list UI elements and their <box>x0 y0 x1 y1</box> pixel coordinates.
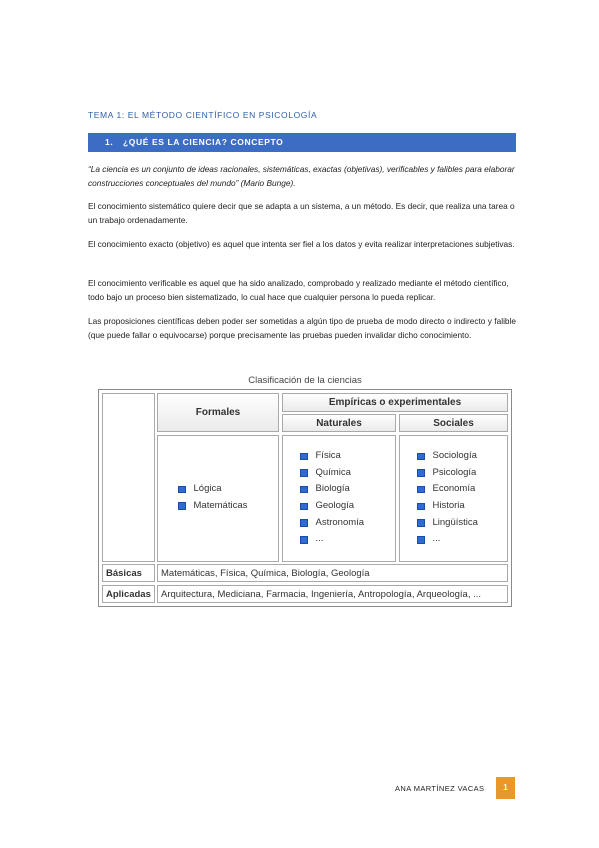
list-item-label: Lógica <box>193 483 222 494</box>
bullet-icon <box>300 469 308 477</box>
aplicadas-label: Aplicadas <box>102 585 155 603</box>
list-item <box>300 465 364 482</box>
list-item-label: Biología <box>315 483 350 495</box>
bullet-icon <box>417 536 425 544</box>
bullet-icon <box>300 536 308 544</box>
sociales-box <box>399 435 508 562</box>
list-item-label: Geología <box>315 500 355 512</box>
section-number: 1. <box>105 137 114 147</box>
formales-list <box>178 481 247 514</box>
list-item <box>300 498 364 515</box>
bullet-icon <box>300 519 308 527</box>
aplicadas-text: Arquitectura, Mediciana, Farmacia, Ingeniería, Antropología, Arqueología, ... <box>157 585 508 603</box>
page-number-badge: 1 <box>496 777 515 799</box>
list-item <box>178 481 247 498</box>
bullet-icon <box>300 503 308 511</box>
empiricas-header-label: Empíricas o experimentales <box>328 397 462 408</box>
list-item <box>417 531 478 548</box>
bullet-icon <box>417 503 425 511</box>
naturales-list <box>300 448 364 548</box>
sociales-header-label: Sociales <box>433 417 474 429</box>
list-item <box>300 481 364 498</box>
list-item-label: Psicología <box>432 466 477 478</box>
section-title: ¿QUÉ ES LA CIENCIA? CONCEPTO <box>123 137 284 147</box>
basicas-text: Matemáticas, Física, Química, Biología, Geología <box>157 564 508 582</box>
list-item-label: Astronomía <box>315 516 365 528</box>
sociales-header <box>399 414 508 432</box>
list-item <box>417 465 478 482</box>
bullet-icon <box>417 453 425 461</box>
list-item <box>300 515 364 532</box>
basicas-label: Básicas <box>102 564 155 582</box>
bullet-icon <box>300 453 308 461</box>
section-heading <box>88 133 516 152</box>
list-item-label: Economía <box>432 483 476 495</box>
paragraph-verificable: El conocimiento verificable es aquel que ha sido analizado, comprobado y realizado mediante el método científico, todo bajo un proceso bien sistematizado, lo cual hace que cualquier persona lo pueda replicar. <box>88 278 509 302</box>
bullet-icon <box>417 519 425 527</box>
paragraph-sistematico: El conocimiento sistemático quiere decir que se adapta a un sistema, a un método. Es decir, que realiza una tarea o un trabajo ordenadamente. <box>88 201 515 225</box>
bullet-icon <box>178 502 186 510</box>
formales-header-label: Formales <box>195 407 241 418</box>
figure-caption: Clasificación de la ciencias <box>248 375 362 386</box>
list-item <box>300 448 364 465</box>
empty-corner-cell <box>102 393 155 562</box>
sociales-list <box>417 448 478 548</box>
formales-header <box>157 393 279 432</box>
list-item-label: Lingüística <box>432 516 478 528</box>
paragraph-proposiciones: Las proposiciones científicas deben poder ser sometidas a algún tipo de prueba de modo directo o indirecto y falible (que puede fallar o equivocarse) porque precisamente las pruebas pueden invalidar dicho conocimiento. <box>88 316 516 340</box>
list-item-label: ... <box>432 533 441 545</box>
bullet-icon <box>178 486 186 494</box>
bullet-icon <box>417 469 425 477</box>
list-item-label: Sociología <box>432 450 477 461</box>
list-item <box>417 515 478 532</box>
paragraph-exacto: El conocimiento exacto (objetivo) es aquel que intenta ser fiel a los datos y evita realizar interpretaciones subjetivas. <box>88 239 515 249</box>
naturales-header <box>282 414 396 432</box>
list-item-label: Matemáticas <box>193 499 248 511</box>
list-item <box>300 531 364 548</box>
list-item <box>417 448 478 465</box>
footer-author: ANA MARTÍNEZ VACAS <box>395 784 485 793</box>
list-item <box>417 481 478 498</box>
list-item-label: Física <box>315 450 341 461</box>
list-item-label: Química <box>315 466 351 478</box>
empiricas-header <box>282 393 508 412</box>
naturales-header-label: Naturales <box>316 417 362 429</box>
formales-box <box>157 435 279 562</box>
list-item <box>178 498 247 515</box>
list-item <box>417 498 478 515</box>
bullet-icon <box>417 486 425 494</box>
naturales-box <box>282 435 396 562</box>
page-title: TEMA 1: EL MÉTODO CIENTÍFICO EN PSICOLOGÍA <box>88 110 318 120</box>
list-item-label: Historia <box>432 500 465 512</box>
bullet-icon <box>300 486 308 494</box>
quote-paragraph: “La ciencia es un conjunto de ideas racionales, sistemáticas, exactas (objetivas), verificables y falibles para elaborar construcciones conceptuales del mundo” (Mario Bunge). <box>88 164 515 188</box>
classification-figure <box>98 389 512 607</box>
list-item-label: ... <box>315 533 324 545</box>
